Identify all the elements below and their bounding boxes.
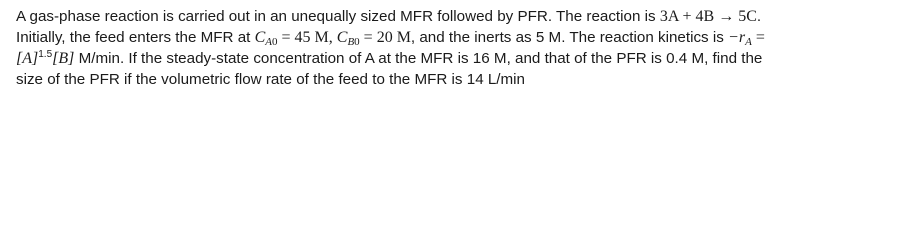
- rate-conc-b: [B]: [52, 50, 75, 67]
- kinetics-text: , and the inerts as 5 M. The reaction kinetics is: [410, 29, 729, 46]
- question-text: size of the PFR if the volumetric flow rate of the feed to the MFR is 14 L/min: [16, 71, 525, 88]
- ca0-subscript: A0: [265, 36, 278, 48]
- concentration-text: M/min. If the steady-state concentration of A at the MFR is 16 M, and that of the PFR is 0.4 M, find the: [74, 50, 763, 67]
- feed-intro-text: Initially, the feed enters the MFR at: [16, 29, 255, 46]
- rate-conc-a: [A]: [16, 50, 39, 67]
- problem-line-2: [16, 27, 892, 48]
- rate-exponent: 1.5: [38, 49, 53, 60]
- cb0-value: = 20 M: [359, 29, 411, 46]
- rate-lhs: −r: [728, 29, 746, 46]
- rate-subscript: A: [745, 36, 752, 48]
- problem-line-3: [16, 48, 892, 69]
- problem-intro-text: A gas-phase reaction is carried out in an unequally sized MFR followed by PFR. The reaction is: [16, 8, 660, 25]
- problem-line-1: [16, 6, 892, 27]
- ca0-value: = 45 M,: [277, 29, 337, 46]
- cb0-variable: C: [336, 29, 348, 46]
- line1-end: .: [756, 8, 762, 25]
- problem-statement: [16, 6, 892, 90]
- cb0-subscript: B0: [347, 36, 360, 48]
- reaction-equation: 3A + 4B → 5C: [659, 8, 757, 25]
- rate-equals: =: [751, 29, 765, 46]
- ca0-variable: C: [254, 29, 266, 46]
- problem-line-4: [16, 69, 892, 90]
